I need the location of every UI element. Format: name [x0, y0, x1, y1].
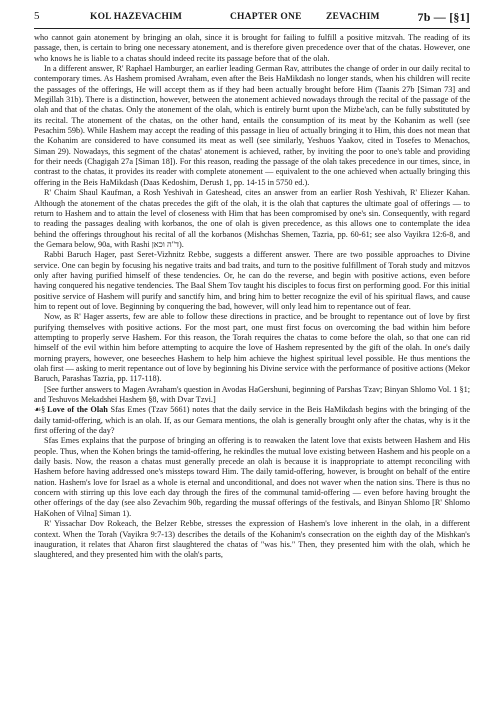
paragraph: R' Chaim Shaul Kaufman, a Rosh Yeshivah in Gateshead, cites an answer from an earlier Rosh Yeshivah, R' Eliezer Kahan. Although the atonement of the chatas precedes the gift of the olah, it is the olah that captures the ultimate goal of offerings — to return to Hashem and to attain the level of closeness with Him that has been compromised by one's sin. Consequently, with regard to reading the passages dealing with korbanos, the one of olah is given precedence, as this allows one to contemplate the idea behind the offerings throughout his recital of all the korbanos (Mishchas Shemen, Tazria, pp. 60-61; see also Vayikra 12:6-8, and the Gemara below, 90a, with Rashi ד"ה וכאן).: [34, 188, 470, 249]
section-ornament-icon: ☙§: [34, 405, 46, 415]
section-heading: Love of the Olah: [47, 405, 108, 415]
section-heading-paragraph: [34, 405, 470, 436]
paragraph: [See further answers to Magen Avraham's question in Avodas HaGershuni, beginning of Parshas Tzav; Binyan Shlomo Vol. 1 §1; and Teshuvos Mekadshei Hashem §8, with Dvar Tzvi.]: [34, 384, 470, 405]
section-heading-text: Sfas Emes (Tzav 5661) notes that the daily service in the Beis HaMikdash begins with the bringing of the daily tamid-offering, which is an olah. If, as our Gemara mentions, the olah is generally brought only after the chatas, why is it the first offering of the day?: [34, 405, 470, 436]
book-title: KOL HAZEVACHIM: [90, 12, 183, 22]
main-text: [34, 33, 470, 710]
paragraph: who cannot gain atonement by bringing an olah, since it is brought for failing to fulfill a positive mitzvah. The reading of its passage, then, is certain to bring one necessary atonement, and is therefore given precedence over that of the chatas. However, one who knows he is liable to a chatas should indeed recite its passage before that of the olah.: [34, 33, 470, 63]
header-rule: [34, 28, 470, 29]
tractate-label: ZEVACHIM: [326, 12, 380, 22]
page-number: 5: [34, 10, 40, 22]
chapter-label: CHAPTER ONE: [230, 12, 302, 22]
paragraph: R' Yissachar Dov Rokeach, the Belzer Rebbe, stresses the expression of Hashem's love inherent in the olah, in a different context. When the Torah (Vayikra 9:7-13) describes the details of the Kohanim's consecration on the eighth day of the Mishkan's inauguration, it relates that Aharon first slaughtered the chatas of "was his." Then, they presented him with the olah, which he slaughtered, and they presented him with the olah's parts,: [34, 519, 470, 560]
running-head: [34, 10, 470, 26]
paragraph: Now, as R' Hager asserts, few are able to follow these directions in practice, and be brought to repentance out of love by first purifying themselves with positive actions. For the most part, one must first focus on overcoming the bad within him before attempting to properly serve Hashem. For this reason, the Torah requires the chatas to come before the olah, so that one can rid himself of the evil within him before attempting to acquire the love of Hashem represented by the gift of the olah. In one's daily morning prayers, however, one beseeches Hashem to help him achieve the highest spiritual level possible. He thus mentions the olah first — asking to merit repentance out of love by beginning his Divine service with the performance of positive actions (Mekor Baruch, Parashas Tazria, pp. 117-118).: [34, 312, 470, 384]
folio-reference: 7b — [§1]: [417, 10, 470, 24]
paragraph: Rabbi Baruch Hager, past Seret-Vizhnitz Rebbe, suggests a different answer. There are two possible approaches to Divine service. One can begin by focusing his negative traits and bad traits, and turn to the positive fulfillment of Torah study and mitzvos only after having purified himself of these tendencies. Or, he can do the reverse, and begin with positive actions, even before having conquered his negative tendencies. The Baal Shem Tov taught his disciples to focus first on performing good. For this initial positive service of Hashem will purify and sanctify him, and bring him to better recognize the evil of his spiritual flaws, and cause him to repent out of love. Beginning by conquering the bad, however, will only lead him to repentance out of fear.: [34, 250, 470, 311]
paragraph: In a different answer, R' Raphael Hamburger, an earlier leading German Rav, attributes the change of order in our daily recital to contemporary times. As Hashem promised Avraham, even after the Beis HaMikdash no longer stands, when his children will recite the passages of the offerings, He will accept them as if they had been actually brought before Him (Taanis 27b [Siman 73] and Megillah 31b). There is a distinction, however, between the atonement achieved nowadays through the recital of the passage of the olah and that of the chatas. Only the atonement of the olah, which is entirely burnt upon the Mizbe'ach, can be fully substituted by its recital. The atonement of the chatas, on the other hand, entails the consumption of its meat by the Kohanim as well (see Pesachim 59b). While Hashem may accept the reading of this passage in lieu of actually bringing it to Him, this does not mean that the Kohanim are considered to have consumed its meat as well (see similarly, Yeshuos Yaakov, cited in Tosefes to Menachos, Siman 29). Nowadays, this segment of the chatas' atonement is achieved, rather, by inviting the poor to one's table and providing for their needs (Chagigah 27a [Siman 18]). For this reason, reading the passage of the olah takes precedence in our times, since, in contrast to the chatas, it provides its reader with complete atonement — equivalent to the one achieved when actually bringing this offering in the Beis HaMikdash (Daas Kedoshim, Derush 1, pp. 14-15 in 5750 ed.).: [34, 64, 470, 187]
paragraph: Sfas Emes explains that the purpose of bringing an offering is to reawaken the latent love that exists between Hashem and His people. Thus, when the Kohen brings the tamid-offering, he rekindles the mutual love existing between Hashem and his people on a daily basis. Now, the reason a chatas must generally precede an olah is because it is inappropriate to attempt reconciling with Hashem before having addressed one's missteps toward Him. The daily tamid-offering, however, is brought on behalf of the entire nation. Hashem's love for Israel as a whole is eternal and unconditional, and does not waver when the nation sins. There is thus no concern with stirring up this love each day through the fires of the communal tamid-offering — even before having brought the other offerings of the day (see also Zevachim 90b, regarding the mussaf offerings of the festivals, and Binyan Shlomo [R' Shlomo HaKohen of Vilna] Siman 1).: [34, 436, 470, 518]
